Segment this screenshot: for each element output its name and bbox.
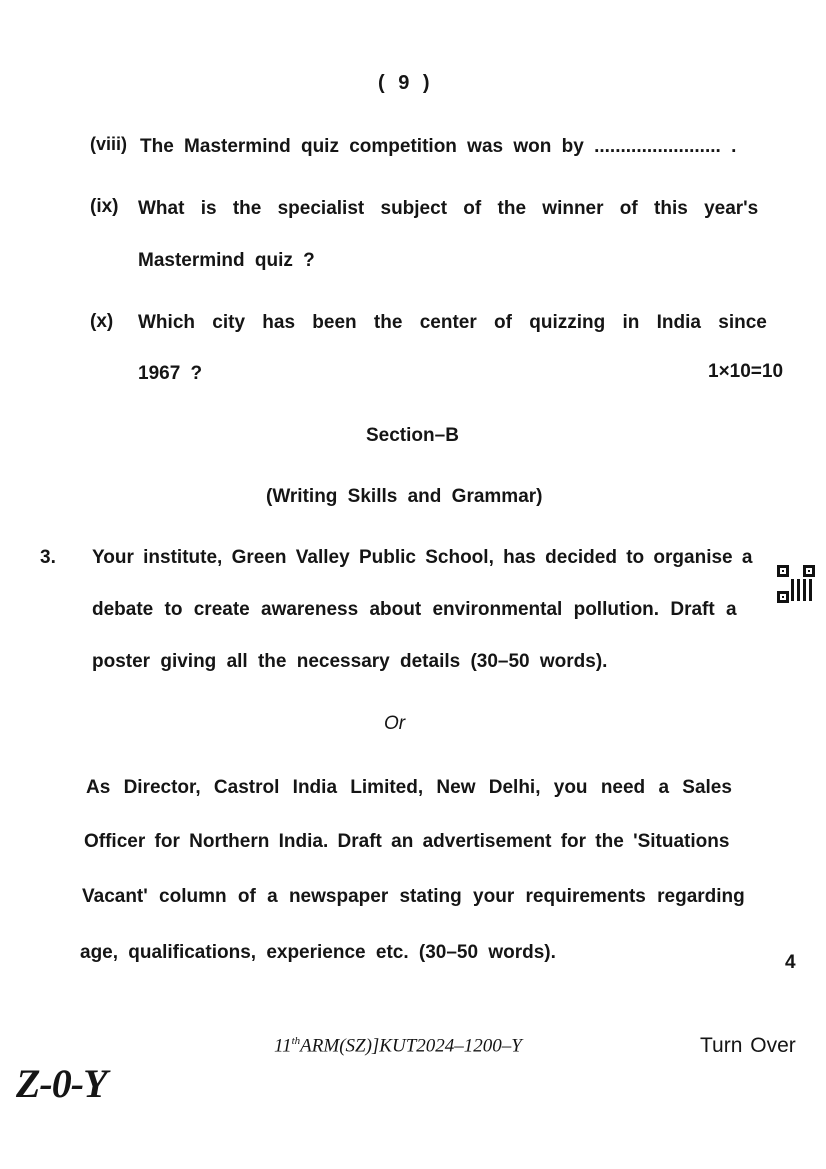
question-x-marks: 1×10=10 bbox=[708, 361, 784, 382]
question-3-marks: 4 bbox=[785, 952, 796, 973]
question-3-alt-line1: As Director, Castrol India Limited, New Delhi, you need a Sales bbox=[86, 777, 732, 798]
section-title: Section–B bbox=[366, 425, 459, 446]
question-3-alt-line4: age, qualifications, experience etc. (30–50 words). bbox=[80, 942, 556, 963]
or-separator: Or bbox=[384, 713, 406, 734]
question-ix-line1: What is the specialist subject of the winner of this year's bbox=[138, 198, 759, 219]
question-3-alt-line2: Officer for Northern India. Draft an advertisement for the 'Situations bbox=[84, 831, 730, 852]
question-3-line2: debate to create awareness about environmental pollution. Draft a bbox=[92, 599, 737, 620]
page-number: ( 9 ) bbox=[378, 72, 430, 94]
question-ix-number: (ix) bbox=[90, 196, 119, 217]
question-viii-text: The Mastermind quiz competition was won by ........................ . bbox=[140, 136, 737, 157]
paper-code-sup: th bbox=[291, 1035, 301, 1047]
qr-code bbox=[776, 564, 816, 604]
question-x-line1: Which city has been the center of quizzing in India since bbox=[138, 312, 767, 333]
question-3-number: 3. bbox=[40, 547, 56, 568]
question-3-line1: Your institute, Green Valley Public School, has decided to organise a bbox=[92, 547, 753, 568]
question-ix-line2: Mastermind quiz ? bbox=[138, 250, 315, 271]
turn-over-label: Turn Over bbox=[700, 1034, 796, 1057]
question-3-alt-line3: Vacant' column of a newspaper stating your requirements regarding bbox=[82, 886, 745, 907]
series-code: Z-0-Y bbox=[16, 1061, 107, 1106]
question-x-line2: 1967 ? bbox=[138, 363, 203, 384]
paper-code-rest: ARM(SZ)]KUT2024–1200–Y bbox=[300, 1035, 522, 1057]
paper-code bbox=[274, 1035, 522, 1057]
question-3-line3: poster giving all the necessary details (30–50 words). bbox=[92, 651, 608, 672]
paper-code-prefix: 11 bbox=[274, 1035, 292, 1057]
question-viii-number: (viii) bbox=[90, 134, 128, 154]
question-x-number: (x) bbox=[90, 311, 114, 332]
section-subtitle: (Writing Skills and Grammar) bbox=[266, 486, 543, 507]
